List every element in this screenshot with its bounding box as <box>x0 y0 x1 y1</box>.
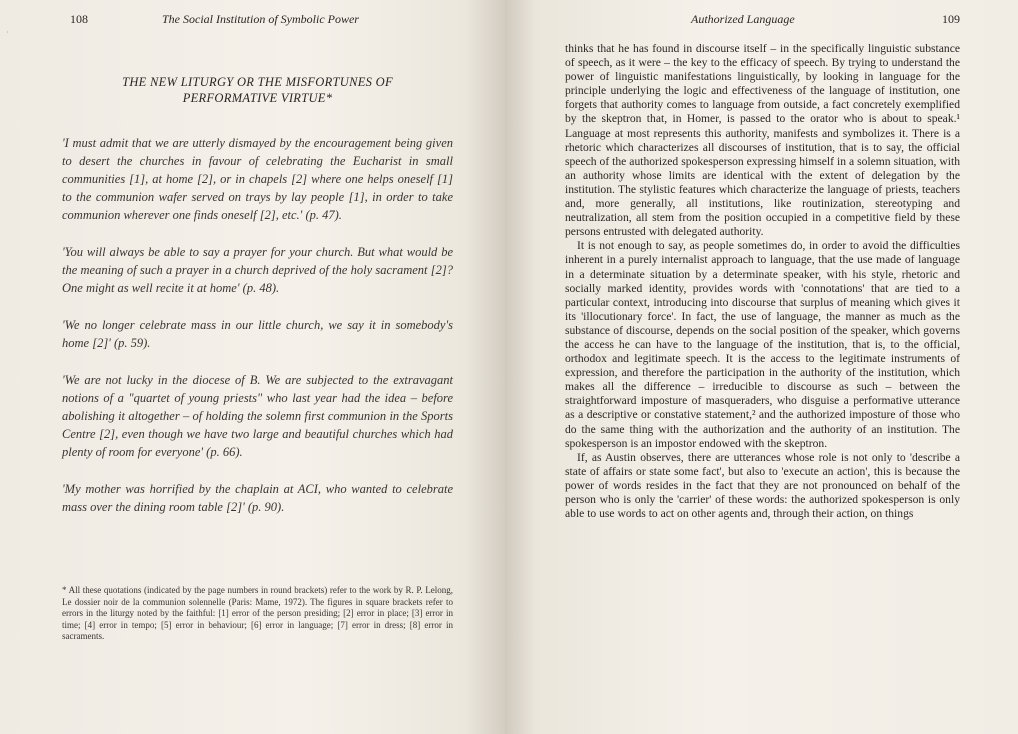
quotation: 'We are not lucky in the diocese of B. We are subjected to the extravagant notions of a "quartet of young priests" who last year had the idea – before abolishing it altogether – of holding the solemn first communion in the Sports Centre [2], even though we have two large and beautiful churches which had plenty of room for everyone' (p. 66). <box>62 373 453 459</box>
scan-artifact: · <box>6 28 9 37</box>
running-head-left <box>62 12 453 34</box>
body-text <box>565 42 960 521</box>
left-page <box>0 0 505 734</box>
paragraph: If, as Austin observes, there are utterances whose role is not only to 'describe a state of affairs or state some fact', but also to 'execute an action', this is because the power of words resides in the fact that they are not pronounced on behalf of the person who is only the 'carrier' of these words: the authorized spokesperson is only able to use words to act on other agents and, through their action, on things <box>565 450 960 521</box>
quotation: 'We no longer celebrate mass in our little church, we say it in somebody's home [2]' (p. 59). <box>62 318 453 350</box>
quotations <box>62 134 453 516</box>
running-head-title: The Social Institution of Symbolic Power <box>162 12 359 26</box>
quotation: 'You will always be able to say a prayer for your church. But what would be the meaning of such a prayer in a church deprived of the holy sacrament [2]? One might as well recite it at home' (p. 48). <box>62 245 453 295</box>
running-head-title: Authorized Language <box>691 12 795 26</box>
quotation: 'My mother was horrified by the chaplain at ACI, who wanted to celebrate mass over the dining room table [2]' (p. 90). <box>62 482 453 514</box>
footnote: * All these quotations (indicated by the page numbers in round brackets) refer to the work by R. P. Lelong, Le dossier noir de la communion solennelle (Paris: Mame, 1972). The figures in square brackets refer to errors in the liturgy noted by the faithful: [1] error of the person presiding; [2] error in place; [3] error in time; [4] error in tempo; [5] error in behaviour; [6] error in language; [7] error in dress; [8] error in sacraments. <box>62 585 453 641</box>
right-page <box>505 0 1018 734</box>
chapter-title <box>62 74 453 106</box>
page-number: 109 <box>942 12 960 26</box>
chapter-title-line: THE NEW LITURGY OR THE MISFORTUNES OF <box>122 75 393 89</box>
running-head-right <box>565 12 960 34</box>
paragraph: thinks that he has found in discourse itself – in the specifically linguistic substance of speech, as it were – the key to the efficacy of speech. By trying to understand the power of linguistic manifestations linguistically, by looking in language for the principle underlying the logic and effectiveness of the language of institution, one forgets that authority comes to language from outside, a fact concretely exemplified by the skeptron that, in Homer, is passed to the orator who is about to speak.¹ Language at most represents this authority, manifests and symbolizes it. There is a rhetoric which characterizes all discourses of institution, that is to say, the official speech of the authorized spokesperson expressing himself in a solemn situation, with an authority whose limits are identical with the extent of delegation by the institution. The stylistic features which characterize the language of priests, teachers and, more generally, all institutions, like routinization, stereotyping and neutralization, all stem from the position occupied in a competitive field by these persons entrusted with delegated authority. <box>565 42 960 239</box>
quotation: 'I must admit that we are utterly dismayed by the encouragement being given to desert the churches in favour of celebrating the Eucharist in small communities [1], at home [2], or in chapels [2] where one helps oneself [1] to the communion wafer served on trays by lay people [1], in order to take communion wherever one finds oneself [2], etc.' (p. 47). <box>62 136 453 222</box>
chapter-title-line: PERFORMATIVE VIRTUE* <box>182 91 333 105</box>
paragraph: It is not enough to say, as people sometimes do, in order to avoid the difficulties inherent in a purely internalist approach to language, that the use made of language in a determinate situation by a determinate speaker, with his style, rhetoric and socially marked identity, provides words with 'connotations' that are tied to a particular context, introducing into discourse that surplus of meaning which gives it its 'illocutionary force'. In fact, the use of language, the manner as much as the substance of discourse, depends on the social position of the speaker, which governs the access he can have to the language of the institution, that is, to the official, orthodox and legitimate speech. It is the access to the legitimate instruments of expression, and therefore the participation in the authority of the institution, which makes all the difference – irreducible to discourse as such – between the straightforward imposture of masqueraders, who disguise a performative utterance as a descriptive or constative statement,² and the authorized imposture of those who do the same thing with the authorization and the authority of an institution. The spokesperson is an impostor endowed with the skeptron. <box>565 239 960 450</box>
page-number: 108 <box>70 12 88 26</box>
